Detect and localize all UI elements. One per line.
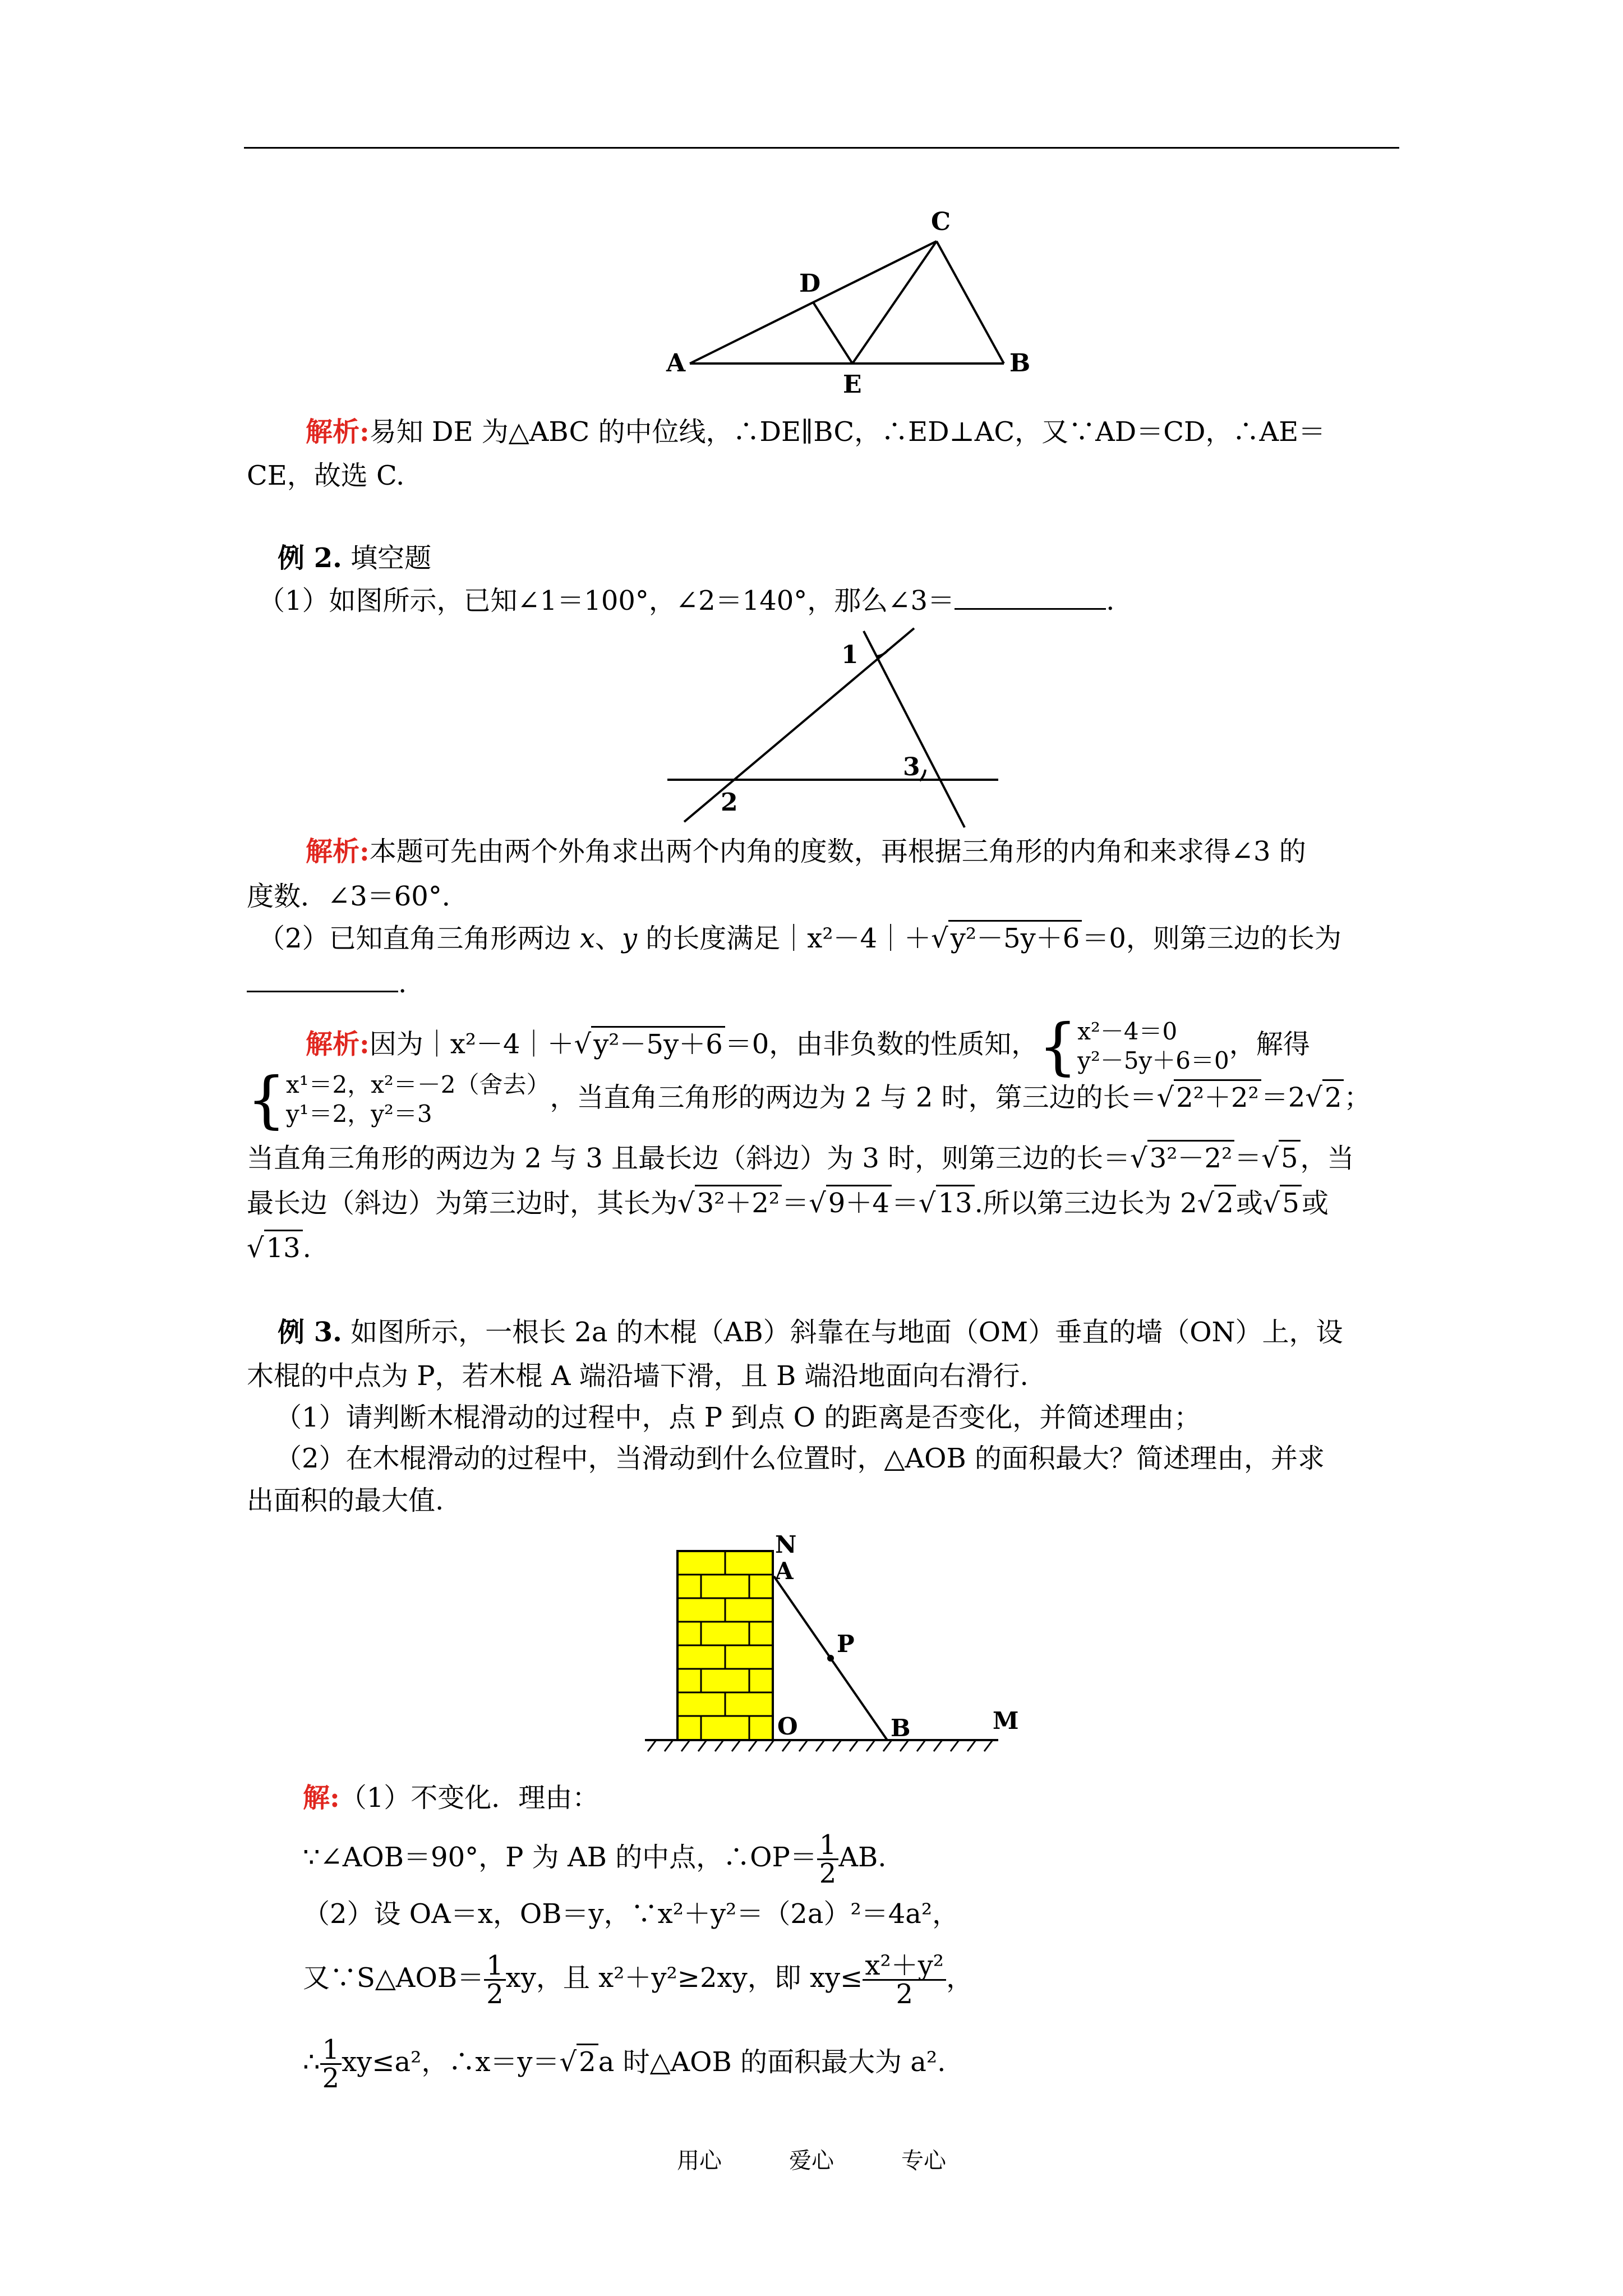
- analysis-2-line2: 度数．∠3＝60°．: [247, 881, 469, 912]
- brick-wall: [677, 1551, 773, 1740]
- figure-triangle-abc: [656, 208, 1049, 398]
- analysis-3-line1: 解析:因为｜x²－4｜＋√y²－5y＋6＝0，由非负数的性质知，{ x²－4＝0 y²－5y＋6＝0 ，解得: [306, 1010, 1310, 1082]
- question-2-blank: .: [247, 966, 407, 1000]
- label-d: D: [799, 269, 821, 298]
- analysis-1-line1: 解析:易知 DE 为△ABC 的中位线，∴DE∥BC，∴ED⊥AC，又∵AD＝CD，∴AE＝: [306, 416, 1326, 448]
- label-b: B: [1009, 349, 1031, 378]
- example-3-q1: （1）请判断木棍滑动的过程中，点 P 到点 O 的距离是否变化，并简述理由；: [275, 1402, 1201, 1433]
- figure-wall-ladder: [639, 1531, 1043, 1767]
- equation-system-2: x¹＝2，x²＝－2（舍去） y¹＝2，y²＝3: [286, 1071, 550, 1128]
- analysis-3-line3: 当直角三角形的两边为 2 与 3 且最长边（斜边）为 3 时，则第三边的长＝√3²－2²＝√5，当: [247, 1140, 1354, 1175]
- solution-line5: ∴ $\frac{1}{2}$ xy≤a²，∴x＝y＝√2a 时△AOB 的面积最大为 a².: [303, 2034, 946, 2094]
- solution-line1: 解:（1）不变化．理由：: [303, 1782, 600, 1814]
- analysis-3-line5: √13.: [247, 1230, 311, 1265]
- figure-angles: [662, 617, 1009, 830]
- example-2-title: 例 2. 填空题: [278, 542, 432, 574]
- solution-line3: （2）设 OA＝x，OB＝y，∵x²＋y²＝（2a）²＝4a²，: [303, 1898, 960, 1930]
- label-c: C: [931, 208, 951, 236]
- label-a: A: [666, 349, 686, 378]
- header-rule: [244, 147, 1399, 149]
- example-3-line2: 木棍的中点为 P，若木棍 A 端沿墙下滑，且 B 端沿地面向右滑行.: [247, 1360, 1029, 1392]
- question-2: （2）已知直角三角形两边 x、y 的长度满足｜x²－4｜＋√y²－5y＋6＝0，则第三边的长为: [258, 920, 1341, 955]
- example-3-line1: 例 3. 如图所示，一根长 2a 的木棍（AB）斜靠在与地面（OM）垂直的墙（ON）上，设: [278, 1317, 1343, 1348]
- label-o: O: [777, 1713, 798, 1740]
- midpoint-p: [827, 1655, 834, 1662]
- label-a-wall: A: [775, 1557, 794, 1585]
- example-3-q2a: （2）在木棍滑动的过程中，当滑动到什么位置时，△AOB 的面积最大？简述理由，并求: [275, 1443, 1325, 1474]
- example-2-q1: （1）如图所示，已知∠1＝100°，∠2＝140°，那么∠3＝ .: [258, 583, 1114, 618]
- label-b-ground: B: [891, 1714, 911, 1742]
- angle-3-label: 3: [903, 753, 920, 781]
- label-p: P: [837, 1630, 855, 1658]
- analysis-label: 解析:: [306, 416, 370, 448]
- analysis-2-line1: 解析:本题可先由两个外角求出两个内角的度数，再根据三角形的内角和来求得∠3 的: [306, 836, 1306, 867]
- label-n: N: [775, 1531, 797, 1558]
- analysis-3-line2: { x¹＝2，x²＝－2（舍去） y¹＝2，y²＝3 ，当直角三角形的两边为 2 与 2 时，第三边的长＝√2²＋2²＝2√2；: [247, 1064, 1371, 1135]
- angle-1-label: 1: [841, 641, 859, 669]
- example-3-q2b: 出面积的最大值.: [247, 1485, 444, 1516]
- label-e: E: [843, 370, 862, 398]
- answer-blank: [955, 583, 1106, 610]
- solution-line2: ∵∠AOB＝90°，P 为 AB 的中点，∴OP＝ $\frac{1}{2}$ AB.: [303, 1829, 887, 1889]
- page-footer: 用心 爱心 专心: [677, 2148, 946, 2174]
- solution-line4: 又∵S△AOB＝ $\frac{1}{2}$ xy，且 x²＋y²≥2xy，即 xy≤ $\frac{\text{x²＋y²}}{2}$ ，: [303, 1950, 974, 2010]
- angle-2-label: 2: [721, 788, 738, 817]
- equation-system-1: x²－4＝0 y²－5y＋6＝0: [1077, 1018, 1229, 1074]
- analysis-1-line2: CE，故选 C.: [247, 460, 405, 491]
- label-m: M: [993, 1707, 1019, 1734]
- analysis-3-line4: 最长边（斜边）为第三边时，其长为√3²＋2²＝√9＋4＝√13.所以第三边长为 2√2或√5或: [247, 1185, 1329, 1220]
